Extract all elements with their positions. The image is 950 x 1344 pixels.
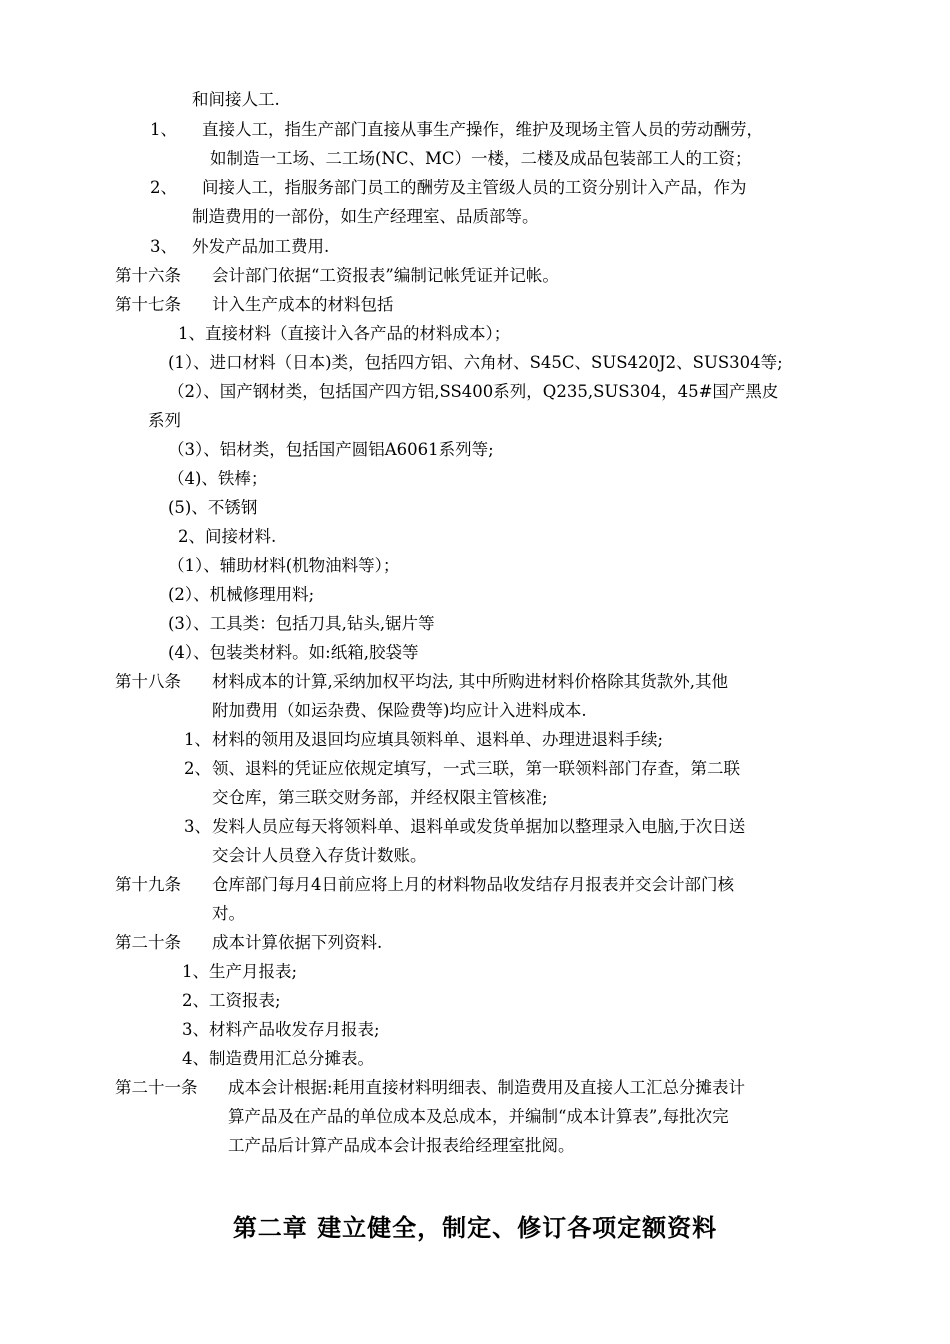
text-line: 制造费用的一部份，如生产经理室、品质部等。 bbox=[192, 207, 539, 226]
text-line: 1、生产月报表; bbox=[182, 962, 298, 981]
text-line: （3）、铝材类，包括国产圆铝A6061系列等; bbox=[168, 440, 494, 459]
text-line: 外发产品加工费用. bbox=[192, 237, 330, 256]
text-line: (4）、包装类材料。如:纸箱,胶袋等 bbox=[168, 643, 419, 662]
text-line: 发料人员应每天将领料单、退料单或发货单据加以整理录入电脑,于次日送 bbox=[212, 817, 746, 836]
text-line: 3、材料产品收发存月报表; bbox=[182, 1020, 380, 1039]
text-line: 4、制造费用汇总分摊表。 bbox=[182, 1049, 374, 1068]
list-number: 2、 bbox=[150, 178, 177, 197]
list-number: 3、 bbox=[184, 817, 211, 836]
text-line: 和间接人工. bbox=[192, 90, 280, 109]
article-number: 第二十一条 bbox=[115, 1078, 198, 1097]
text-line: 成本会计根据:耗用直接材料明细表、制造费用及直接人工汇总分摊表计 bbox=[228, 1078, 746, 1097]
text-line: （1）、辅助材料(机物油料等）； bbox=[168, 556, 400, 575]
text-line: 算产品及在产品的单位成本及总成本，并编制“成本计算表”,每批次完 bbox=[228, 1107, 729, 1126]
chapter-title: 第二章 建立健全，制定、修订各项定额资料 bbox=[232, 1214, 718, 1242]
text-line: 工产品后计算产品成本会计报表给经理室批阅。 bbox=[228, 1136, 575, 1155]
list-number: 2、 bbox=[184, 759, 211, 778]
text-line: 间接人工，指服务部门员工的酬劳及主管级人员的工资分别计入产品，作为 bbox=[202, 178, 747, 197]
list-number: 1、 bbox=[150, 120, 177, 139]
text-line: (3）、工具类：包括刀具,钻头,锯片等 bbox=[168, 614, 435, 633]
text-line: (5)、不锈钢 bbox=[168, 498, 258, 517]
text-line: （2）、国产钢材类，包括国产四方铝,SS400系列，Q235,SUS304，45#国产黑皮 bbox=[168, 382, 779, 401]
text-line: 2、工资报表; bbox=[182, 991, 281, 1010]
text-line: 对。 bbox=[212, 904, 245, 923]
text-line: 如制造一工场、二工场(NC、MC）一楼，二楼及成品包装部工人的工资； bbox=[210, 149, 752, 168]
text-line: 会计部门依据“工资报表”编制记帐凭证并记帐。 bbox=[212, 266, 559, 285]
text-line: 仓库部门每月4日前应将上月的材料物品收发结存月报表并交会计部门核 bbox=[212, 875, 734, 894]
text-line: （4)、铁棒； bbox=[168, 469, 268, 488]
list-number: 1、 bbox=[184, 730, 211, 749]
list-number: 3、 bbox=[150, 237, 177, 256]
text-line: 材料的领用及退回均应填具领料单、退料单、办理进退料手续; bbox=[212, 730, 664, 749]
article-number: 第十八条 bbox=[115, 672, 181, 691]
text-line: 1、直接材料（直接计入各产品的材料成本）； bbox=[178, 324, 511, 343]
article-number: 第十九条 bbox=[115, 875, 181, 894]
text-line: 成本计算依据下列资料. bbox=[212, 933, 383, 952]
text-line: 交会计人员登入存货计数账。 bbox=[212, 846, 427, 865]
article-number: 第二十条 bbox=[115, 933, 181, 952]
article-number: 第十六条 bbox=[115, 266, 181, 285]
article-number: 第十七条 bbox=[115, 295, 181, 314]
text-line: (2）、机械修理用料; bbox=[168, 585, 315, 604]
text-line: 系列 bbox=[148, 411, 181, 430]
text-line: 材料成本的计算,采纳加权平均法, 其中所购进材料价格除其货款外,其他 bbox=[212, 672, 728, 691]
text-line: (1）、进口材料（日本)类，包括四方铝、六角材、S45C、SUS420J2、SUS304等; bbox=[168, 353, 783, 372]
text-line: 领、退料的凭证应依规定填写，一式三联，第一联领料部门存查，第二联 bbox=[212, 759, 740, 778]
text-line: 计入生产成本的材料包括 bbox=[212, 295, 394, 314]
text-line: 交仓库，第三联交财务部，并经权限主管核准; bbox=[212, 788, 548, 807]
text-line: 2、间接材料. bbox=[178, 527, 277, 546]
text-line: 直接人工，指生产部门直接从事生产操作，维护及现场主管人员的劳动酬劳， bbox=[202, 120, 763, 139]
text-line: 附加费用（如运杂费、保险费等)均应计入进料成本. bbox=[212, 701, 587, 720]
